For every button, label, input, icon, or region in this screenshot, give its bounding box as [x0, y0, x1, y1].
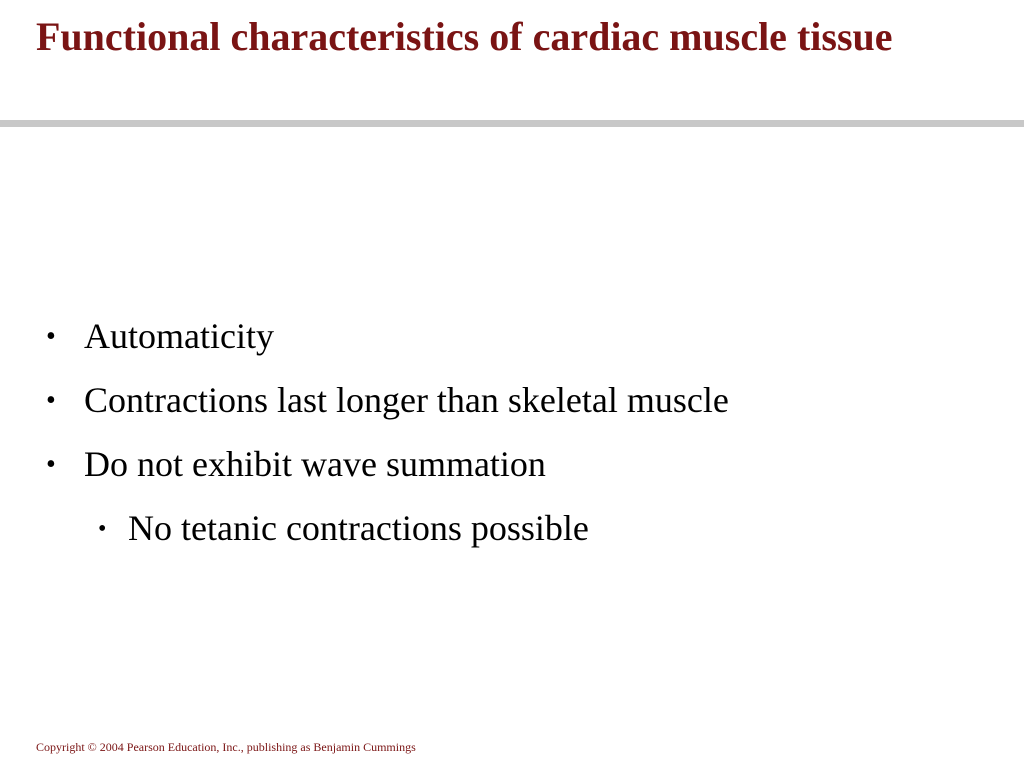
bullet-dot: • — [46, 321, 56, 352]
sub-bullet-text: No tetanic contractions possible — [128, 508, 589, 548]
bullet-item — [0, 440, 1024, 504]
bullet-dot: • — [98, 516, 107, 542]
bullet-text: Contractions last longer than skeletal muscle — [84, 380, 729, 420]
copyright-footer: Copyright © 2004 Pearson Education, Inc., publishing as Benjamin Cummings — [36, 740, 416, 754]
bullet-dot: • — [46, 385, 56, 416]
title-divider — [0, 120, 1024, 127]
bullet-dot: • — [46, 449, 56, 480]
bullet-text: Do not exhibit wave summation — [84, 444, 546, 484]
bullet-list — [0, 312, 1024, 568]
bullet-item — [0, 312, 1024, 376]
slide-title: Functional characteristics of cardiac muscle tissue — [36, 14, 893, 59]
sub-bullet-item — [0, 504, 1024, 568]
bullet-text: Automaticity — [84, 316, 274, 356]
bullet-item — [0, 376, 1024, 440]
